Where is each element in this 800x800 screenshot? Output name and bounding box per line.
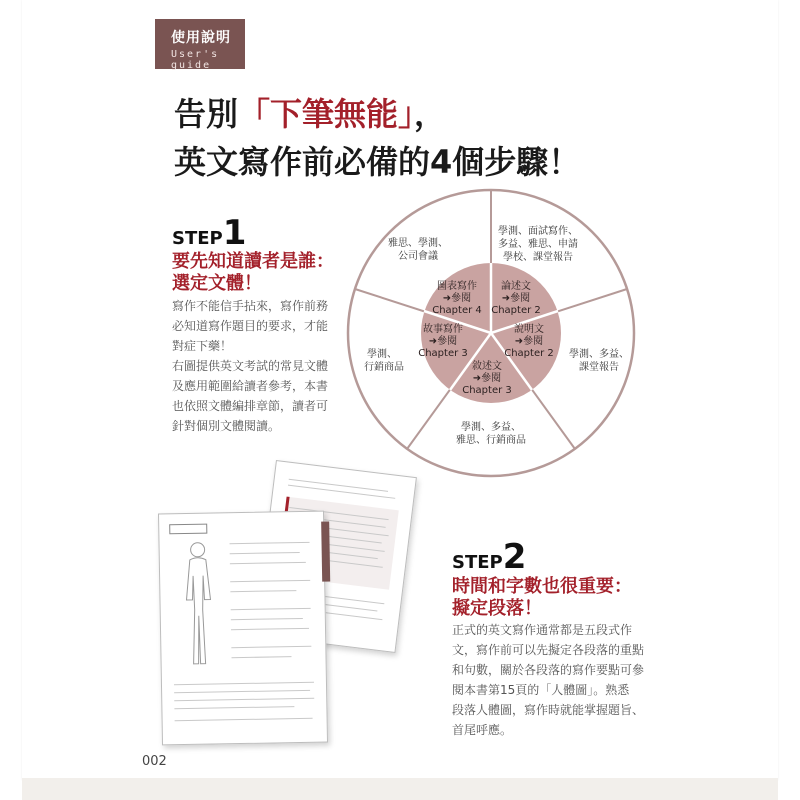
inner-label-5-chapter: Chapter 4 xyxy=(432,305,482,316)
step2-title-line1: 時間和字數也很重要： xyxy=(452,576,632,597)
inner-label-5-type: 圖表寫作 xyxy=(437,281,477,292)
step1-body-line: 也依照文體編排章節，讀者可 xyxy=(172,399,329,413)
step1-body-line: 及應用範圍給讀者參考，本書 xyxy=(172,379,329,393)
outer-label-4-line1: 學測、 xyxy=(367,349,397,360)
sample-page-side-tab xyxy=(321,521,330,581)
step2-body-line: 閱本書第15頁的「人體圖」。熟悉 xyxy=(452,683,630,697)
step2-title-line2: 擬定段落！ xyxy=(452,598,542,619)
outer-label-4-line2: 行銷商品 xyxy=(364,362,404,373)
inner-label-2-ref: ➜參閱 xyxy=(514,336,544,347)
outer-label-2-line2: 課堂報告 xyxy=(579,362,619,373)
inner-label-3-ref: ➜參閱 xyxy=(472,373,502,384)
outer-label-5-line1: 雅思、學測、 xyxy=(388,238,448,249)
footer-bar xyxy=(22,778,778,800)
outer-label-1-line1: 學測、面試寫作、 xyxy=(498,226,578,237)
inner-label-1-ref: ➜參閱 xyxy=(501,293,531,304)
outer-label-3-line1: 學測、多益、 xyxy=(461,422,521,433)
step1-body-line: 右圖提供英文考試的常見文體 xyxy=(172,359,329,373)
inner-label-4-type: 故事寫作 xyxy=(423,324,463,335)
inner-label-2-chapter: Chapter 2 xyxy=(504,348,554,359)
step2-body-line: 首尾呼應。 xyxy=(452,723,513,737)
outer-label-3-line2: 雅思、行銷商品 xyxy=(456,435,526,446)
inner-label-5-ref: ➜參閱 xyxy=(442,293,472,304)
step2-body-line: 和句數，關於各段落的寫作要點可參 xyxy=(452,663,645,677)
section-subtitle: User's guide xyxy=(171,49,220,71)
inner-label-3-type: 敘述文 xyxy=(472,361,502,372)
step2-body-line: 文，寫作前可以先擬定各段落的重點 xyxy=(452,643,645,657)
step1-body xyxy=(172,296,347,436)
inner-label-4-chapter: Chapter 3 xyxy=(418,348,468,359)
outer-label-5-line2: 公司會議 xyxy=(398,251,438,262)
step1-title-line1: 要先知道讀者是誰： xyxy=(172,251,334,272)
headline-accent: 「下筆無能」 xyxy=(238,95,415,133)
step1-body-line: 對症下藥！ xyxy=(172,339,233,353)
inner-label-1-type: 論述文 xyxy=(501,281,531,292)
step1-word: STEP xyxy=(172,228,223,249)
step1-title-line2: 選定文體！ xyxy=(172,273,262,294)
step2-title xyxy=(452,576,632,620)
step2-word: STEP xyxy=(452,552,503,573)
step1-title xyxy=(172,251,334,295)
step1-label xyxy=(172,213,247,253)
step2-label xyxy=(452,537,527,577)
step2-number: 2 xyxy=(502,537,527,577)
section-title: 使用說明 xyxy=(171,30,231,46)
step2-body xyxy=(452,620,682,740)
outer-label-2-line1: 學測、多益、 xyxy=(569,349,629,360)
step1-body-line: 寫作不能信手拈來，寫作前務 xyxy=(172,299,329,313)
genre-wheel-diagram xyxy=(344,186,638,480)
page-headline xyxy=(174,90,580,186)
section-header-tab xyxy=(155,19,245,69)
sample-page-front xyxy=(158,511,328,746)
step1-number: 1 xyxy=(222,213,247,253)
inner-label-2-type: 說明文 xyxy=(514,324,544,335)
body-figure-illustration xyxy=(177,539,219,670)
step1-body-line: 必知道寫作題目的要求，才能 xyxy=(172,319,329,333)
outer-label-1-line3: 學校、課堂報告 xyxy=(503,252,573,263)
headline-line-1 xyxy=(174,90,580,138)
inner-label-4-ref: ➜參閱 xyxy=(428,336,458,347)
step1-body-line: 針對個別文體閱讀。 xyxy=(172,419,281,433)
headline-suffix: ， xyxy=(414,95,447,133)
sample-page-tag xyxy=(169,524,207,535)
outer-label-1-line2: 多益、雅思、申請 xyxy=(498,239,578,250)
page-number: 002 xyxy=(142,754,167,769)
headline-line-2: 英文寫作前必備的4個步驟！ xyxy=(174,143,581,181)
headline-prefix: 告別 xyxy=(174,95,239,133)
inner-label-1-chapter: Chapter 2 xyxy=(491,305,541,316)
step2-body-line: 段落人體圖，寫作時就能掌握題旨、 xyxy=(452,703,645,717)
step2-body-line: 正式的英文寫作通常都是五段式作 xyxy=(452,623,633,637)
inner-label-3-chapter: Chapter 3 xyxy=(462,385,512,396)
